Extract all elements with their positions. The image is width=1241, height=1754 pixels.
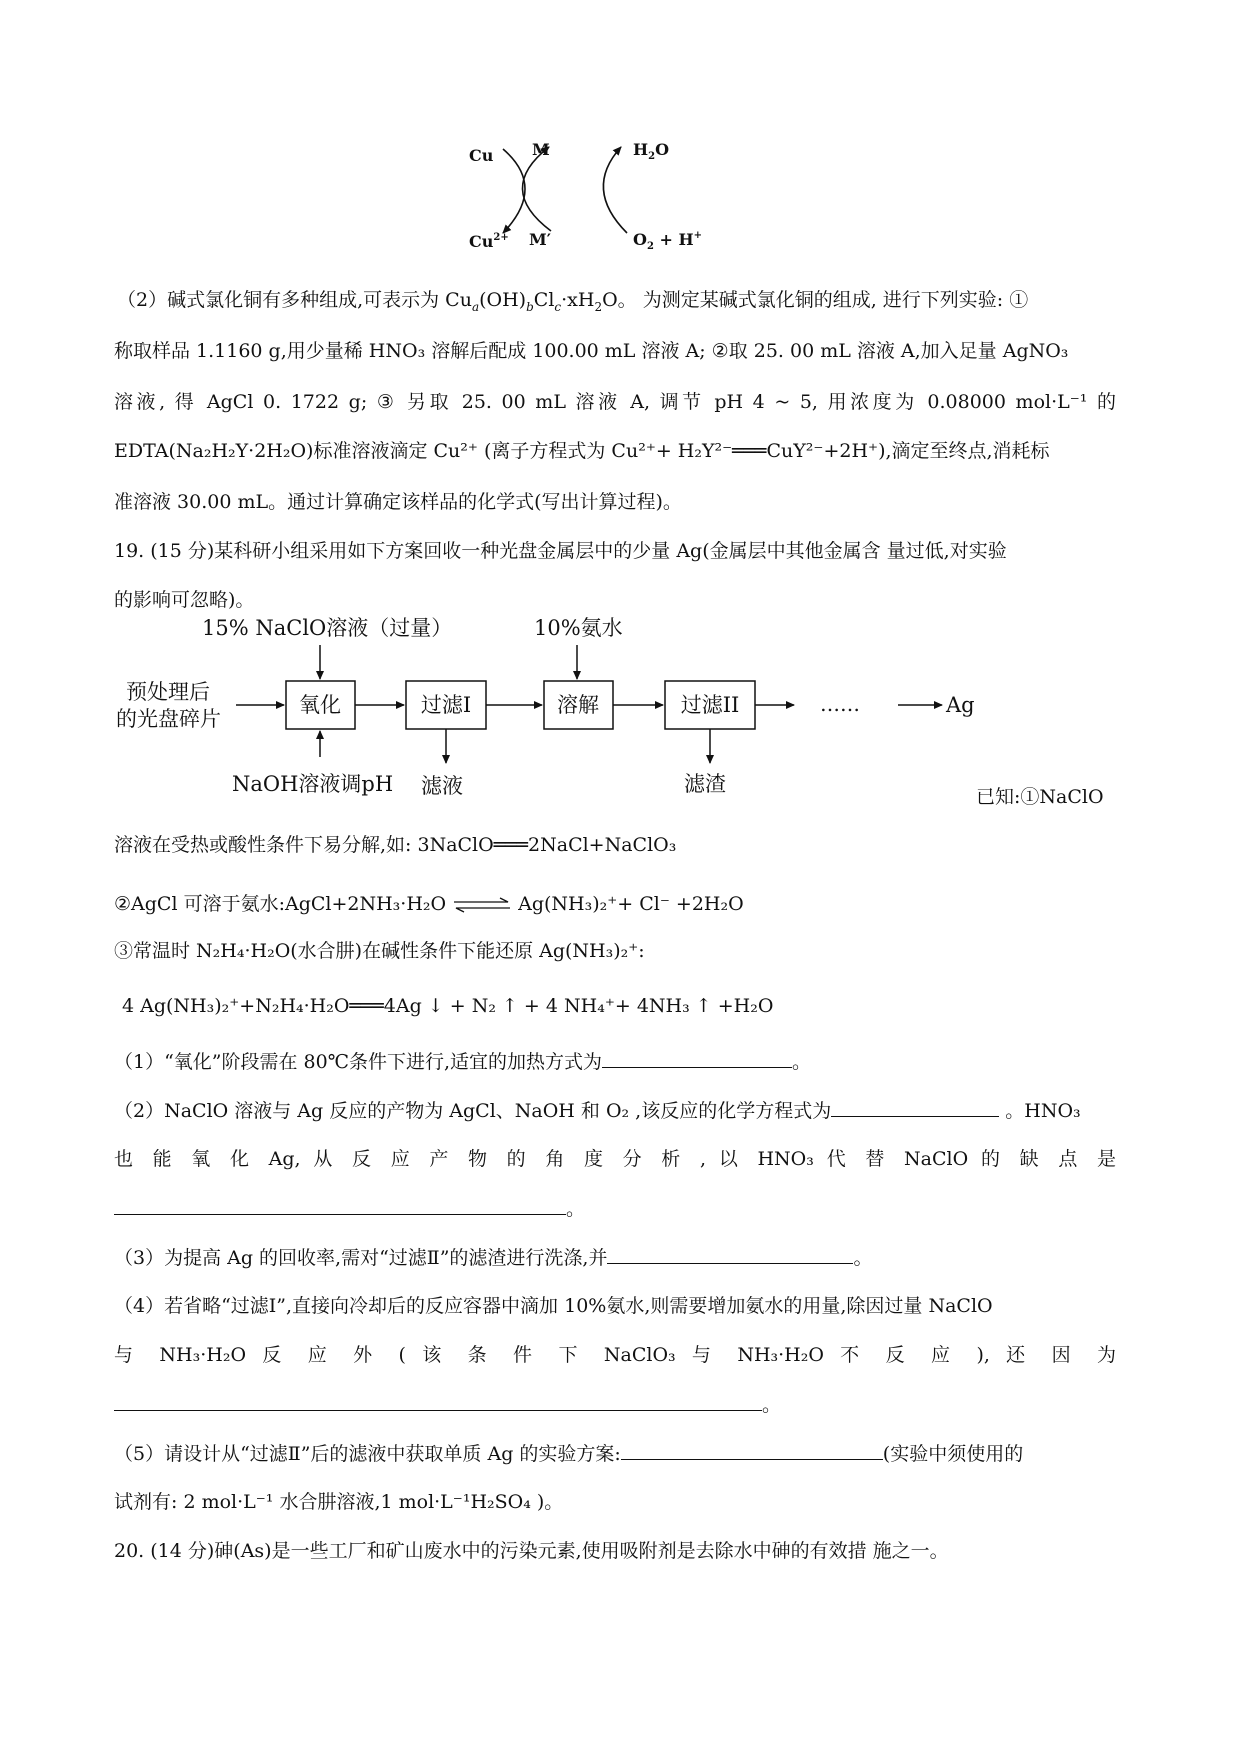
q18-2-line3: 溶液, 得 AgCl 0. 1722 g; ③ 另取 25. 00 mL 溶液 A, 调节 pH 4 ~ 5, 用浓度为 0.08000 mol·L⁻¹ 的 [114,391,1116,413]
known-2: ②AgCl 可溶于氨水:AgCl+2NH₃·H₂O Ag(NH₃)₂⁺+ Cl⁻ +2H₂O [114,893,744,915]
q18-2-line1: （2）碱式氯化铜有多种组成,可表示为 $Cu_a(OH)_bCl_c\cdot xH_2O$。 为测定某碱式氯化铜的组成, 进行下列实验: ① [117,289,1029,314]
answer-blank-6[interactable] [621,1442,883,1460]
m-to-mprime-arc [575,149,591,231]
flow-product: Ag [946,693,975,717]
q18-2-line2: 称取样品 1.1160 g,用少量稀 HNO₃ 溶解后配成 100.00 mL 溶液 A; ②取 25. 00 mL 溶液 A,加入足量 AgNO₃ [114,340,1069,362]
o2-h-label: $O_2 + H^+$ [633,230,702,252]
step-filter1: 过滤I [420,693,472,717]
q19-part5-line2: 试剂有: 2 mol·L⁻¹ 水合肼溶液,1 mol·L⁻¹H₂SO₄ )。 [114,1491,564,1513]
answer-blank-4[interactable] [607,1246,853,1264]
equilibrium-arrow [452,897,512,913]
q20-line1: 20. (14 分)砷(As)是一些工厂和矿山废水中的污染元素,使用吸附剂是去除水中砷的有效措 施之一。 [114,1540,949,1562]
q19-part2-line3: 。 [114,1197,585,1220]
known-1: 溶液在受热或酸性条件下易分解,如: 3NaClO═══2NaCl+NaClO₃ [114,834,677,856]
answer-blank-3[interactable] [114,1197,566,1215]
q19-part4-line1: （4）若省略“过滤Ⅰ”,直接向冷却后的反应容器中滴加 10%氨水,则需要增加氨水的用量,除因过量 NaClO [114,1295,993,1317]
q19-part5: （5）请设计从“过滤Ⅱ”后的滤液中获取单质 Ag 的实验方案: (实验中须使用的 [114,1443,1024,1465]
mprime-to-m-arc [522,147,551,231]
q19-line1: 19. (15 分)某科研小组采用如下方案回收一种光盘金属层中的少量 Ag(金属层中其他金属含 量过低,对实验 [114,540,1007,562]
o2-arc [583,147,605,233]
step-filter2: 过滤II [680,693,740,717]
answer-blank-5[interactable] [114,1393,762,1411]
q19-part4-line3: 。 [114,1393,781,1416]
q19-part2: （2）NaClO 溶液与 Ag 反应的产物为 AgCl、NaOH 和 O₂ ,该反应的化学方程式为 。HNO₃ [114,1100,1081,1122]
input-label-1: 预处理后 [126,680,210,704]
input-label-2: 的光盘碎片 [116,707,221,731]
known-3: ③常温时 N₂H₄·H₂O(水合肼)在碱性条件下能还原 Ag(NH₃)₂⁺: [114,940,645,962]
m-prime-label: M′ [529,230,551,249]
known-3-equation: 4 Ag(NH₃)₂⁺+N₂H₄·H₂O═══4Ag ↓ + N₂ ↑ + 4 NH₄⁺+ 4NH₃ ↑ +H₂O [122,995,774,1017]
q19-line2: 的影响可忽略)。 [114,589,255,611]
q19-part1: （1）“氧化”阶段需在 80℃条件下进行,适宜的加热方式为 。 [114,1051,812,1073]
redox-cycle-diagram [455,135,765,270]
q19-part3: （3）为提高 Ag 的回收率,需对“过滤Ⅱ”的滤渣进行洗涤,并 。 [114,1247,873,1269]
cu2-label: $Cu^{2+}$ [469,232,509,251]
answer-blank-1[interactable] [602,1050,792,1068]
q18-2-line4: EDTA(Na₂H₂Y·2H₂O)标准溶液滴定 Cu²⁺ (离子方程式为 Cu²⁺+ H₂Y²⁻═══CuY²⁻+2H⁺),滴定至终点,消耗标 [114,440,1050,462]
m-label: M [532,140,550,159]
bottom-filtrate: 滤液 [421,774,463,798]
cu-label: Cu [469,146,494,165]
q19-part2-line2: 也 能 氧 化 Ag, 从 反 应 产 物 的 角 度 分 析 , 以 HNO₃ 代 替 NaClO 的 缺 点 是 [114,1148,1116,1170]
cu-to-cu2-arc [503,149,525,233]
h2o-label: $H_2O$ [633,140,670,162]
reagent-ammonia: 10%氨水 [534,616,623,640]
reagent-naclo: 15% NaClO溶液（过量） [202,616,453,640]
step-oxidize: 氧化 [299,693,341,717]
bottom-residue: 滤渣 [684,772,726,796]
h2o-arc [603,147,627,233]
recovery-flow-diagram [114,613,994,803]
q19-part4-line2: 与 NH₃·H₂O 反 应 外 ( 该 条 件 下 NaClO₃ 与 NH₃·H₂O 不 反 应 ), 还 因 为 [114,1344,1116,1366]
bottom-naoh: NaOH溶液调pH [232,772,394,796]
step-dissolve: 溶解 [557,693,599,717]
q18-2-line5: 准溶液 30.00 mL。通过计算确定该样品的化学式(写出计算过程)。 [114,491,682,513]
flow-dots: …… [820,692,860,716]
answer-blank-2[interactable] [831,1099,999,1117]
known-label: 已知:①NaClO [976,786,1104,808]
